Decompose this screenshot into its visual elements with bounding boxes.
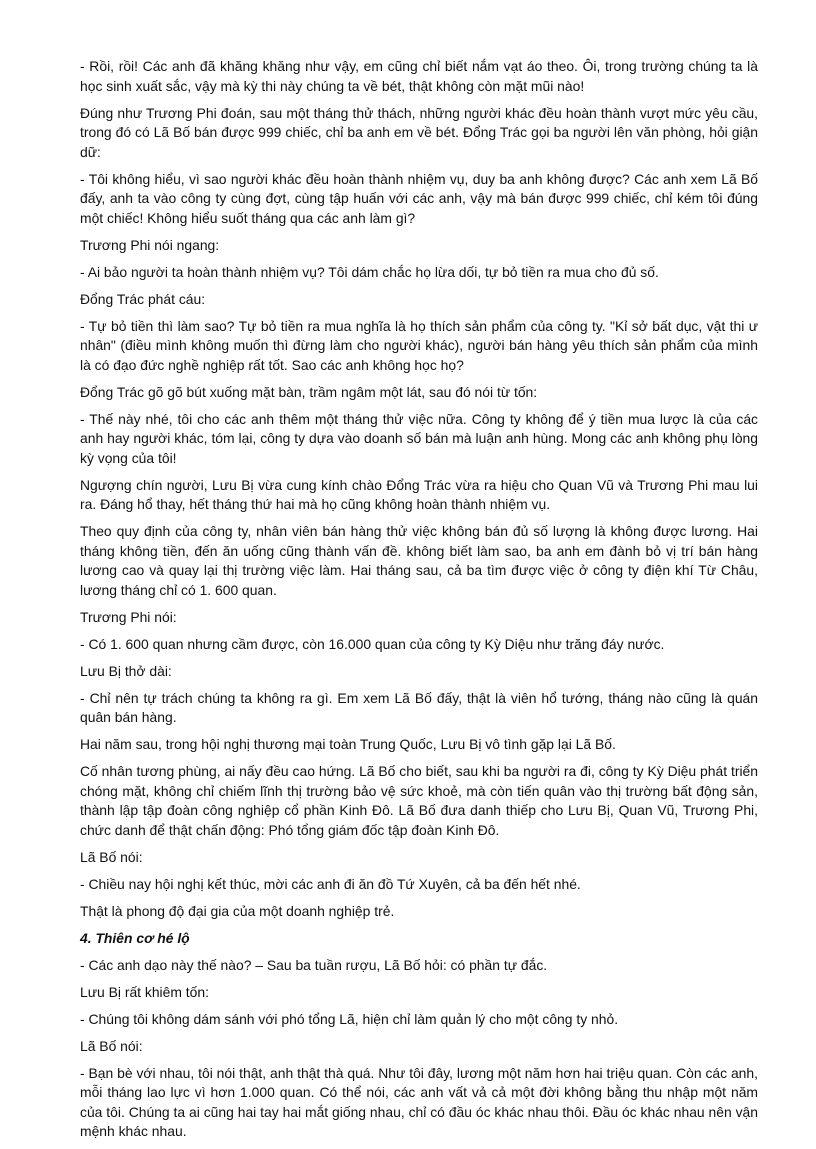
paragraph: Ngượng chín người, Lưu Bị vừa cung kính chào Đổng Trác vừa ra hiệu cho Quan Vũ và Trương Phi mau lui ra. Đáng hổ thay, hết tháng thứ hai mà họ cũng không hoàn thành nhiệm vụ. [80, 476, 758, 512]
paragraph: Đúng như Trương Phi đoán, sau một tháng thử thách, những người khác đều hoàn thành vượt mức yêu cầu, trong đó có Lã Bố bán được 999 chiếc, chỉ ba anh em về bét. Đổng Trác gọi ba người lên văn phòng, hỏi giận dữ: [80, 104, 758, 160]
paragraph: - Các anh dạo này thế nào? – Sau ba tuần rượu, Lã Bố hỏi: có phần tự đắc. [80, 956, 548, 973]
paragraph: - Thế này nhé, tôi cho các anh thêm một tháng thử việc nữa. Công ty không để ý tiền mua lược là của các anh hay người khác, tóm lại, công ty dựa vào doanh số bán mà luận anh hùng. Mong các anh không phụ lòng kỳ vọng của tôi! [80, 410, 758, 466]
paragraph: - Ai bảo người ta hoàn thành nhiệm vụ? Tôi dám chắc họ lừa dối, tự bỏ tiền ra mua cho đủ số. [80, 263, 659, 280]
section-heading: 4. Thiên cơ hé lộ [80, 929, 190, 946]
paragraph: - Chỉ nên tự trách chúng ta không ra gì. Em xem Lã Bố đấy, thật là viên hổ tướng, tháng nào cũng là quán quân bán hàng. [80, 689, 758, 725]
paragraph: Đổng Trác gõ gõ bút xuống mặt bàn, trầm ngâm một lát, sau đó nói từ tốn: [80, 383, 538, 400]
paragraph: Theo quy định của công ty, nhân viên bán hàng thử việc không bán đủ số lượng là không được lương. Hai tháng không tiền, đến ăn uống cũng thành vấn đề. không biết làm sao, ba anh em đành bỏ vị trí bán hàng lương cao và quay lại thị trường việc làm. Hai tháng sau, cả ba tìm được việc ở công ty điện khí Từ Châu, lương tháng chỉ có 1. 600 quan. [80, 523, 758, 598]
paragraph: Lưu Bị rất khiêm tốn: [80, 983, 209, 1000]
paragraph: - Chiều nay hội nghị kết thúc, mời các anh đi ăn đồ Tứ Xuyên, cả ba đến hết nhé. [80, 875, 581, 892]
paragraph: Lưu Bị thở dài: [80, 662, 172, 679]
paragraph: - Bạn bè với nhau, tôi nói thật, anh thật thà quá. Như tôi đây, lương một năm hơn hai triệu quan. Còn các anh, mỗi tháng lao lực vì hơn 1.000 quan. Có thể nói, các anh vất vả cả một đời không bằng thu nhập một năm của tôi. Chúng ta ai cũng hai tay hai mắt giống nhau, chỉ có đầu óc khác nhau thôi. Đầu óc khác nhau nên vận mệnh khác nhau. [80, 1064, 758, 1139]
paragraph: Hai năm sau, trong hội nghị thương mại toàn Trung Quốc, Lưu Bị vô tình gặp lại Lã Bố. [80, 736, 616, 752]
paragraph: - Tôi không hiểu, vì sao người khác đều hoàn thành nhiệm vụ, duy ba anh không được? Các anh xem Lã Bố đấy, anh ta vào công ty cùng đợt, cùng tập huấn với các anh, vậy mà bán được 999 chiếc, chỉ kém tôi đúng một chiếc! Không hiểu suốt tháng qua các anh làm gì? [80, 170, 758, 226]
paragraph: - Tự bỏ tiền thì làm sao? Tự bỏ tiền ra mua nghĩa là họ thích sản phẩm của công ty. "Kỉ sở bất dục, vật thi ư nhân" (điều mình không muốn thì đừng làm cho người khác), người bán hàng yêu thích sản phẩm của mình là có đạo đức nghề nghiệp rất tốt. Sao các anh không học họ? [80, 317, 758, 373]
paragraph: Lã Bố nói: [80, 848, 143, 865]
paragraph: Trương Phi nói ngang: [80, 236, 220, 253]
paragraph: Thật là phong độ đại gia của một doanh nghiệp trẻ. [80, 902, 395, 919]
paragraph: - Chúng tôi không dám sánh với phó tổng Lã, hiện chỉ làm quản lý cho một công ty nhỏ. [80, 1010, 619, 1027]
paragraph: Cố nhân tương phùng, ai nấy đều cao hứng. Lã Bố cho biết, sau khi ba người ra đi, công ty Kỳ Diệu phát triển chóng mặt, không chỉ chiếm lĩnh thị trường bảo vệ sức khoẻ, mà còn tiến quân vào thị trường bất động sản, thành lập tập đoàn công nghiệp cổ phần Kinh Đô. Lã Bố đưa danh thiếp cho Lưu Bị, Quan Vũ, Trương Phi, chức danh để thật chấn động: Phó tổng giám đốc tập đoàn Kinh Đô. [80, 763, 758, 838]
paragraph: - Có 1. 600 quan nhưng cầm được, còn 16.000 quan của công ty Kỳ Diệu như trăng đáy nước. [80, 635, 665, 652]
paragraph: Lã Bố nói: [80, 1037, 143, 1054]
paragraph: Đổng Trác phát cáu: [80, 290, 206, 307]
paragraph: Trương Phi nói: [80, 608, 177, 625]
document-page [80, 57, 758, 1149]
paragraph: - Rồi, rồi! Các anh đã khăng khăng như vậy, em cũng chỉ biết nắm vạt áo theo. Ôi, trong trường chúng ta là học sinh xuất sắc, vậy mà kỳ thi này chúng ta về bét, thật không còn mặt mũi nào! [80, 58, 758, 94]
